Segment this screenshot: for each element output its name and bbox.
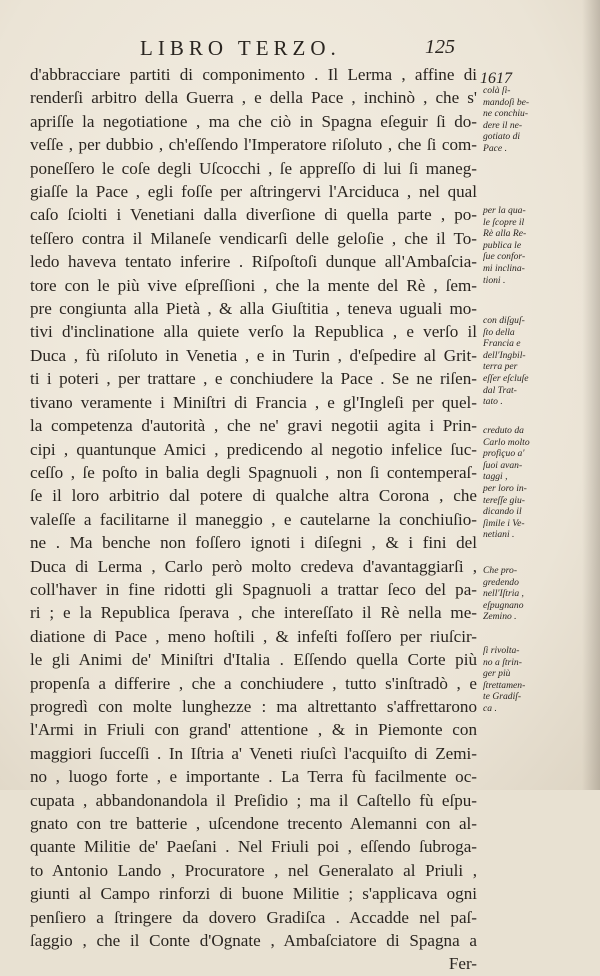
margin-note-line: dere il ne- [483,119,523,131]
text-line: caſo ſciolti i Venetiani dalla diverſione di quella parte , po- [30,205,477,225]
margin-note-line: gotiato di [483,131,521,143]
margin-note-line: taggi , [483,471,508,483]
text-line: giunti al Campo rinforzi di buone Militie ; s'applicava ogni [30,884,477,904]
text-line: propenſa a differire , che a conchiudere , tutto s'inſtradò , e [30,673,477,693]
text-line: tore con le più vive eſpreſſioni , che la mente del Rè , ſem- [30,275,477,295]
text-line: progredì con molte lunghezze : ma altrettanto s'affrettarono [30,696,477,716]
text-line: to Antonio Lando , Procuratore , nel Generalato al Priuli , [30,860,477,880]
text-line: la competenza d'autorità , che ne' gravi negotii agita i Prin- [30,416,477,436]
text-line: apriſſe la negotiatione , ma che ciò in Spagna eſeguir ſi do- [30,111,477,131]
text-line: ne . Ma benche non foſſero ignoti i diſegni , & i fini del [30,533,477,553]
margin-note-line: Pace . [483,142,507,154]
text-line: no , luogo forte , e importante . La Terra fù facilmente oc- [30,767,477,787]
margin-note-line: Rè alla Re- [483,228,527,240]
text-line: diatione di Pace , meno hoſtili , & infeſti foſſero per riuſcir- [30,626,477,646]
margin-note-line: dell'Ingbil- [483,349,526,361]
margin-note-line: tato . [483,396,503,408]
margin-note-line: le ſcopre il [483,216,525,228]
margin-note-line: terra per [483,361,518,373]
margin-note-line: ſi rivolta- [483,645,520,656]
margin-note-line: mi inclina- [483,262,525,274]
margin-note-line: no a ſtrin- [483,656,522,668]
text-line: ri ; e la Republica ſperava , che intereſſato il Rè nella me- [30,603,477,623]
text-line: tivi d'inclinatione alla quiete verſo la Republica , e verſo il [30,322,477,342]
text-line: l'Armi in Friuli con grand' attentione , & in Piemonte con [30,720,477,740]
margin-note [483,315,529,408]
text-line: ti i poteri , per trattare , e conchiudere la Pace . Se ne riſen- [30,369,477,389]
text-line: le gli Animi de' Miniſtri d'Italia . Eſſendo quella Corte più [30,650,477,670]
margin-note-line: colà ſi- [483,85,511,96]
running-title: LIBRO TERZO. [140,36,341,60]
margin-note-line: ger più [483,668,511,680]
margin-note-line: ca . [483,702,497,714]
margin-note [483,425,530,541]
margin-note-line: te Gradiſ- [483,691,522,703]
margin-note [483,645,525,715]
margin-note-line: tioni . [483,274,506,286]
text-line: Duca , fù riſoluto in Venetia , e in Turin , d'eſpedire al Grit- [30,345,477,365]
margin-note-line: ſuoi avan- [483,459,523,471]
margin-note-line: dicando il [483,506,522,518]
margin-note-line: ſtrettamen- [483,679,526,691]
margin-note-line: publica le [483,239,522,251]
text-line: cupata , abbandonandola il Preſidio ; ma il Caſtello fù eſpu- [30,790,477,810]
page-header [140,36,470,61]
main-text-block [30,63,477,976]
text-line: ſe il loro arbitrio dal potere di qualche altra Corona , che [30,486,477,506]
text-line: ceſſo , ſe poſto in balia degli Spagnuoli , non ſi contemperaſ- [30,462,477,482]
margin-note-line: con diſguſ- [483,315,525,326]
margin-note-line: per la qua- [483,205,526,216]
text-line: renderſi arbitro della Guerra , e della Pace , inchinò , che s' [30,88,477,108]
margin-note-line: ne conchiu- [483,108,529,120]
margin-note-line: per loro in- [483,482,527,494]
margin-year: 1617 [480,70,512,87]
margin-note-line: ſto della [483,326,515,338]
text-line: poneſſero le coſe degli Uſcocchi , ſe appreſſo di lui ſi maneg- [30,158,477,178]
margin-note-line: ſimile i Ve- [483,517,525,529]
margin-note [483,85,529,155]
margin-note-line: eſſer eſcluſe [483,372,529,384]
text-line: veſſe , per dubbio , ch'eſſendo l'Imperatore riſoluto , che ſi com- [30,135,477,155]
text-line: coll'haver in fine ridotti gli Spagnuoli a trattar ſeco del pa- [30,579,477,599]
text-line: valeſſe a facilitarne il maneggio , e cautelarne la conchiuſio- [30,509,477,529]
text-line: d'abbracciare partiti di componimento . Il Lerma , affine di [30,65,477,84]
text-line: cipi , quantunque Amici , predicendo al negotio infelice ſuc- [30,439,477,459]
margin-note-line: gredendo [483,576,519,588]
text-line: quante Militie de' Paeſani . Nel Friuli poi , eſſendo ſubroga- [30,837,477,857]
margin-note-line: eſpugnano [483,599,524,611]
margin-note-line: Francia e [483,338,521,350]
margin-note [483,205,526,286]
margin-note-line: Che pro- [483,565,518,576]
margin-note-line: profiçuo a' [483,448,525,460]
margin-note-line: netiani . [483,529,515,541]
margin-note-line: nell'Iſtria , [483,588,524,600]
margin-note-line: mandoſi be- [483,96,530,108]
margin-note-line: creduto da [483,425,524,436]
text-line: gnato con tre batterie , uſcendone trecento Alemanni con al- [30,814,477,833]
text-line: Duca di Lerma , Carlo però molto credeva d'avantaggiarſi , [30,556,477,576]
margin-note-line: tereſſe giu- [483,494,526,506]
text-line: giaſſe la Pace , egli foſſe per aſtringervi l'Arciduca , nel qual [30,182,477,202]
text-line: penſiero a ſtringere da dovero Gradiſca . Accadde nel paſ- [30,907,477,927]
text-line: pre congiunta alla Pietà , & alla Giuſtitia , teneva uguali mo- [30,299,477,319]
margin-note-line: ſue confor- [483,251,526,263]
text-line: Fer- [448,954,477,974]
text-line: tivano veramente i Miniſtri di Francia , e gl'Ingleſi per quel- [30,392,477,412]
margin-note-line: dal Trat- [483,384,517,396]
page-number: 125 [425,36,455,58]
text-line: ſaggio , che il Conte d'Ognate , Ambaſciatore di Spagna a [30,931,477,951]
text-line: teſſero contra il Milaneſe vendicarſi delle geloſie , che il To- [30,228,477,248]
margin-note [483,565,524,623]
margin-note-line: Zemino . [483,611,517,623]
text-line: maggiori ſucceſſi . In Iſtria a' Veneti riuſcì l'acquiſto di Zemi- [30,743,477,763]
page-edge-shadow [582,0,600,790]
text-line: ledo haveva tentato inferire . Riſpoſtoſi dunque all'Ambaſcia- [30,252,477,272]
margin-note-line: Carlo molto [483,436,530,448]
